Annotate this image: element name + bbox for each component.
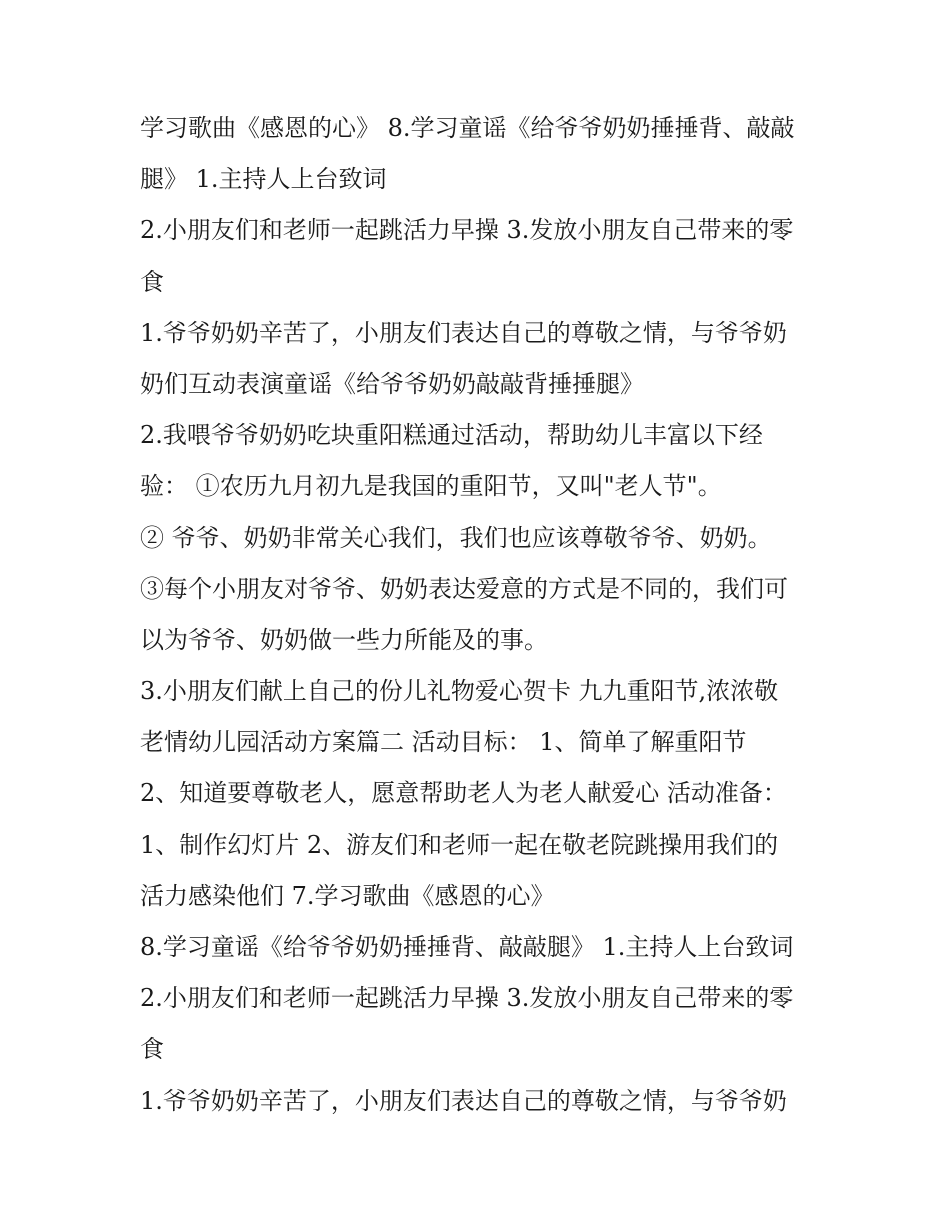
text-line: 食 [140, 267, 164, 296]
text-line: 老情幼儿园活动方案篇二 活动目标： 1、简单了解重阳节 [140, 728, 747, 757]
text-line: 8.学习童谣《给爷爷奶奶捶捶背、敲敲腿》 1.主持人上台致词 [140, 933, 794, 961]
document-body [140, 103, 830, 1127]
text-line: ② 爷爷、奶奶非常关心我们，我们也应该尊敬爷爷、奶奶。 [140, 523, 772, 552]
text-line: 学习歌曲《感恩的心》 8.学习童谣《给爷爷奶奶捶捶背、敲敲 [140, 114, 795, 142]
text-line: 2.我喂爷爷奶奶吃块重阳糕通过活动，帮助幼儿丰富以下经 [140, 421, 763, 450]
text-line: 食 [140, 1035, 164, 1064]
text-line: 验： ①农历九月初九是我国的重阳节，又叫"老人节"。 [140, 472, 722, 501]
text-line: 3.小朋友们献上自己的份儿礼物爱心贺卡 九九重阳节,浓浓敬 [140, 677, 779, 706]
text-line: 以为爷爷、奶奶做一些力所能及的事。 [140, 625, 548, 654]
text-line: ③每个小朋友对爷爷、奶奶表达爱意的方式是不同的，我们可 [140, 574, 788, 603]
text-line: 腿》 1.主持人上台致词 [140, 165, 387, 194]
text-line: 奶们互动表演童谣《给爷爷奶奶敲敲背捶捶腿》 [140, 369, 644, 398]
text-line: 活力感染他们 7.学习歌曲《感恩的心》 [140, 881, 555, 910]
text-line: 2.小朋友们和老师一起跳活力早操 3.发放小朋友自己带来的零 [140, 216, 794, 245]
text-line: 1.爷爷奶奶辛苦了，小朋友们表达自己的尊敬之情，与爷爷奶 [140, 1086, 787, 1115]
text-line: 1.爷爷奶奶辛苦了，小朋友们表达自己的尊敬之情，与爷爷奶 [140, 318, 787, 347]
text-line: 2.小朋友们和老师一起跳活力早操 3.发放小朋友自己带来的零 [140, 984, 794, 1013]
text-line: 1、制作幻灯片 2、游友们和老师一起在敬老院跳操用我们的 [140, 830, 779, 859]
text-line: 2、知道要尊敬老人，愿意帮助老人为老人献爱心 活动准备： [140, 779, 787, 808]
